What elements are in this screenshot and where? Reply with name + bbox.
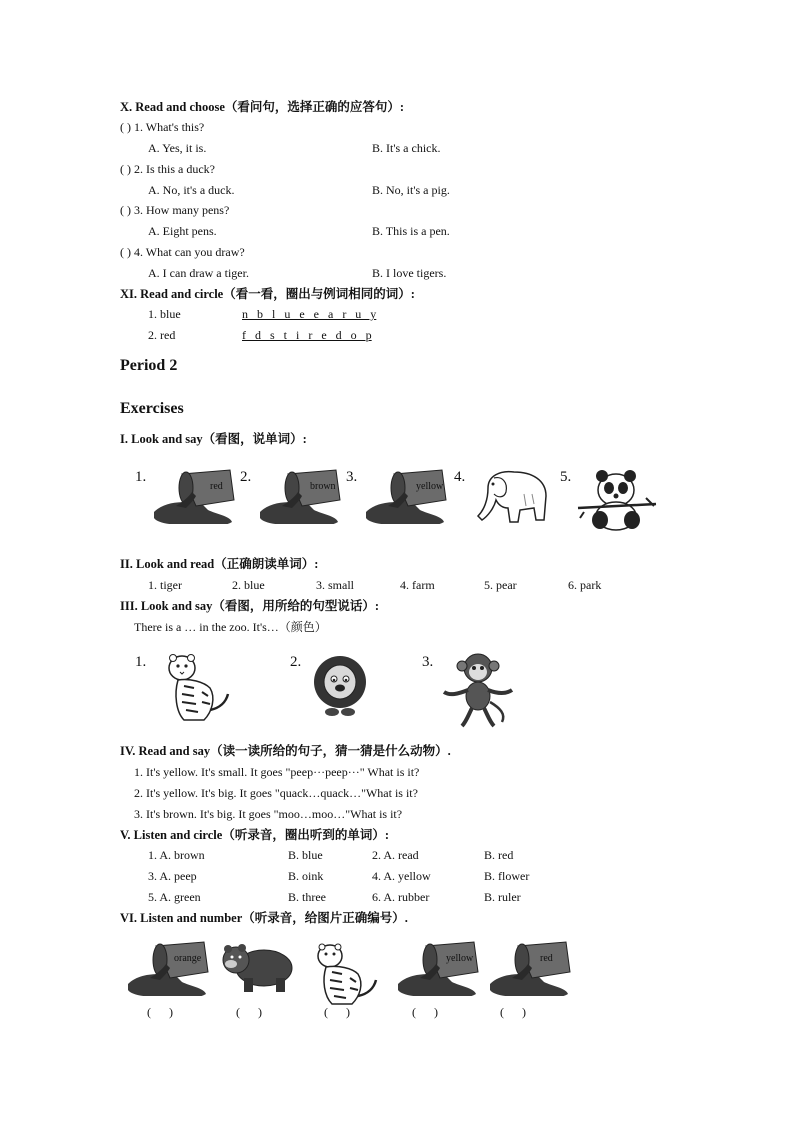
answer-bracket-1[interactable]: ( ) xyxy=(147,1005,173,1019)
paint-label-red: red xyxy=(210,481,223,492)
option-4b: B. I love tigers. xyxy=(372,266,447,280)
listen-6a: 6. A. rubber xyxy=(372,890,430,904)
circle-row-2-letters: f d s t i r e d o p xyxy=(242,328,372,342)
pic-number-4: 4. xyxy=(454,469,466,485)
paint-label-red-2: red xyxy=(540,953,553,964)
section-iv-title: IV. Read and say（读一读所给的句子，猜一猜是什么动物）. xyxy=(120,744,451,758)
pic-number-1: 1. xyxy=(135,469,147,485)
word-5: 5. pear xyxy=(484,578,517,592)
sentence-pattern: There is a … in the zoo. It's…（颜色） xyxy=(134,620,327,634)
answer-bracket-2[interactable]: ( ) xyxy=(236,1005,262,1019)
answer-bracket-5[interactable]: ( ) xyxy=(500,1005,526,1019)
section-ii-title: II. Look and read（正确朗读单词）: xyxy=(120,557,319,571)
option-3a: A. Eight pens. xyxy=(148,224,217,238)
period-heading: Period 2 xyxy=(120,357,178,374)
answer-bracket-4[interactable]: ( ) xyxy=(412,1005,438,1019)
question-1: ( ) 1. What's this? xyxy=(120,120,205,134)
paint-can-yellow-image xyxy=(364,466,450,524)
word-1: 1. tiger xyxy=(148,578,182,592)
paint-can-brown-image xyxy=(258,466,344,524)
tiger-image xyxy=(160,650,232,724)
exercises-heading: Exercises xyxy=(120,400,184,417)
listen-1a: 1. A. brown xyxy=(148,848,205,862)
listen-6b: B. ruler xyxy=(484,890,521,904)
lion-image xyxy=(310,652,372,718)
listen-3a: 3. A. peep xyxy=(148,869,197,883)
answer-bracket-3[interactable]: ( ) xyxy=(324,1005,350,1019)
section-xi-title: XI. Read and circle（看一看，圈出与例词相同的词）: xyxy=(120,287,415,301)
listen-2a: 2. A. read xyxy=(372,848,419,862)
listen-4a: 4. A. yellow xyxy=(372,869,431,883)
riddle-1: 1. It's yellow. It's small. It goes "peep···peep···" What is it? xyxy=(134,765,420,779)
option-2b: B. No, it's a pig. xyxy=(372,183,450,197)
animal-number-3: 3. xyxy=(422,654,434,670)
option-2a: A. No, it's a duck. xyxy=(148,183,235,197)
circle-row-1-letters: n b l u e e a r u y xyxy=(242,307,377,321)
paint-can-red-image xyxy=(152,466,238,524)
circle-row-1-label: 1. blue xyxy=(148,307,181,321)
paint-label-yellow: yellow xyxy=(416,481,444,492)
pic-number-3: 3. xyxy=(346,469,358,485)
section-iii-title: III. Look and say（看图，用所给的句型说话）: xyxy=(120,599,380,613)
animal-number-1: 1. xyxy=(135,654,147,670)
question-2: ( ) 2. Is this a duck? xyxy=(120,162,215,176)
paint-can-yellow-image-2 xyxy=(396,938,482,996)
listen-1b: B. blue xyxy=(288,848,323,862)
listen-3b: B. oink xyxy=(288,869,324,883)
option-3b: B. This is a pen. xyxy=(372,224,450,238)
paint-can-orange-image xyxy=(126,938,212,996)
listen-4b: B. flower xyxy=(484,869,530,883)
paint-label-orange: orange xyxy=(174,953,202,964)
word-2: 2. blue xyxy=(232,578,265,592)
monkey-image xyxy=(440,652,516,730)
section-vi-title: VI. Listen and number（听录音，给图片正确编号）. xyxy=(120,911,408,925)
word-3: 3. small xyxy=(316,578,354,592)
bear-image xyxy=(218,940,294,994)
riddle-2: 2. It's yellow. It's big. It goes "quack…quack…"What is it? xyxy=(134,786,418,800)
option-1b: B. It's a chick. xyxy=(372,141,441,155)
animal-number-2: 2. xyxy=(290,654,302,670)
question-4: ( ) 4. What can you draw? xyxy=(120,245,245,259)
listen-2b: B. red xyxy=(484,848,514,862)
elephant-image xyxy=(474,464,552,528)
option-1a: A. Yes, it is. xyxy=(148,141,207,155)
paint-can-red-image-2 xyxy=(488,938,574,996)
question-3: ( ) 3. How many pens? xyxy=(120,203,230,217)
tiger-image-2 xyxy=(310,940,382,1008)
section-v-title: V. Listen and circle（听录音，圈出听到的单词）: xyxy=(120,828,389,842)
option-4a: A. I can draw a tiger. xyxy=(148,266,249,280)
riddle-3: 3. It's brown. It's big. It goes "moo…moo…"What is it? xyxy=(134,807,403,821)
pic-number-5: 5. xyxy=(560,469,572,485)
panda-image xyxy=(576,468,660,534)
paint-label-yellow-2: yellow xyxy=(446,953,474,964)
listen-5a: 5. A. green xyxy=(148,890,201,904)
listen-5b: B. three xyxy=(288,890,326,904)
section-x-title: X. Read and choose（看问句，选择正确的应答句）: xyxy=(120,100,405,114)
circle-row-2-label: 2. red xyxy=(148,328,176,342)
section-i-title: I. Look and say（看图，说单词）: xyxy=(120,432,307,446)
pic-number-2: 2. xyxy=(240,469,252,485)
word-6: 6. park xyxy=(568,578,602,592)
word-4: 4. farm xyxy=(400,578,435,592)
paint-label-brown: brown xyxy=(310,481,336,492)
